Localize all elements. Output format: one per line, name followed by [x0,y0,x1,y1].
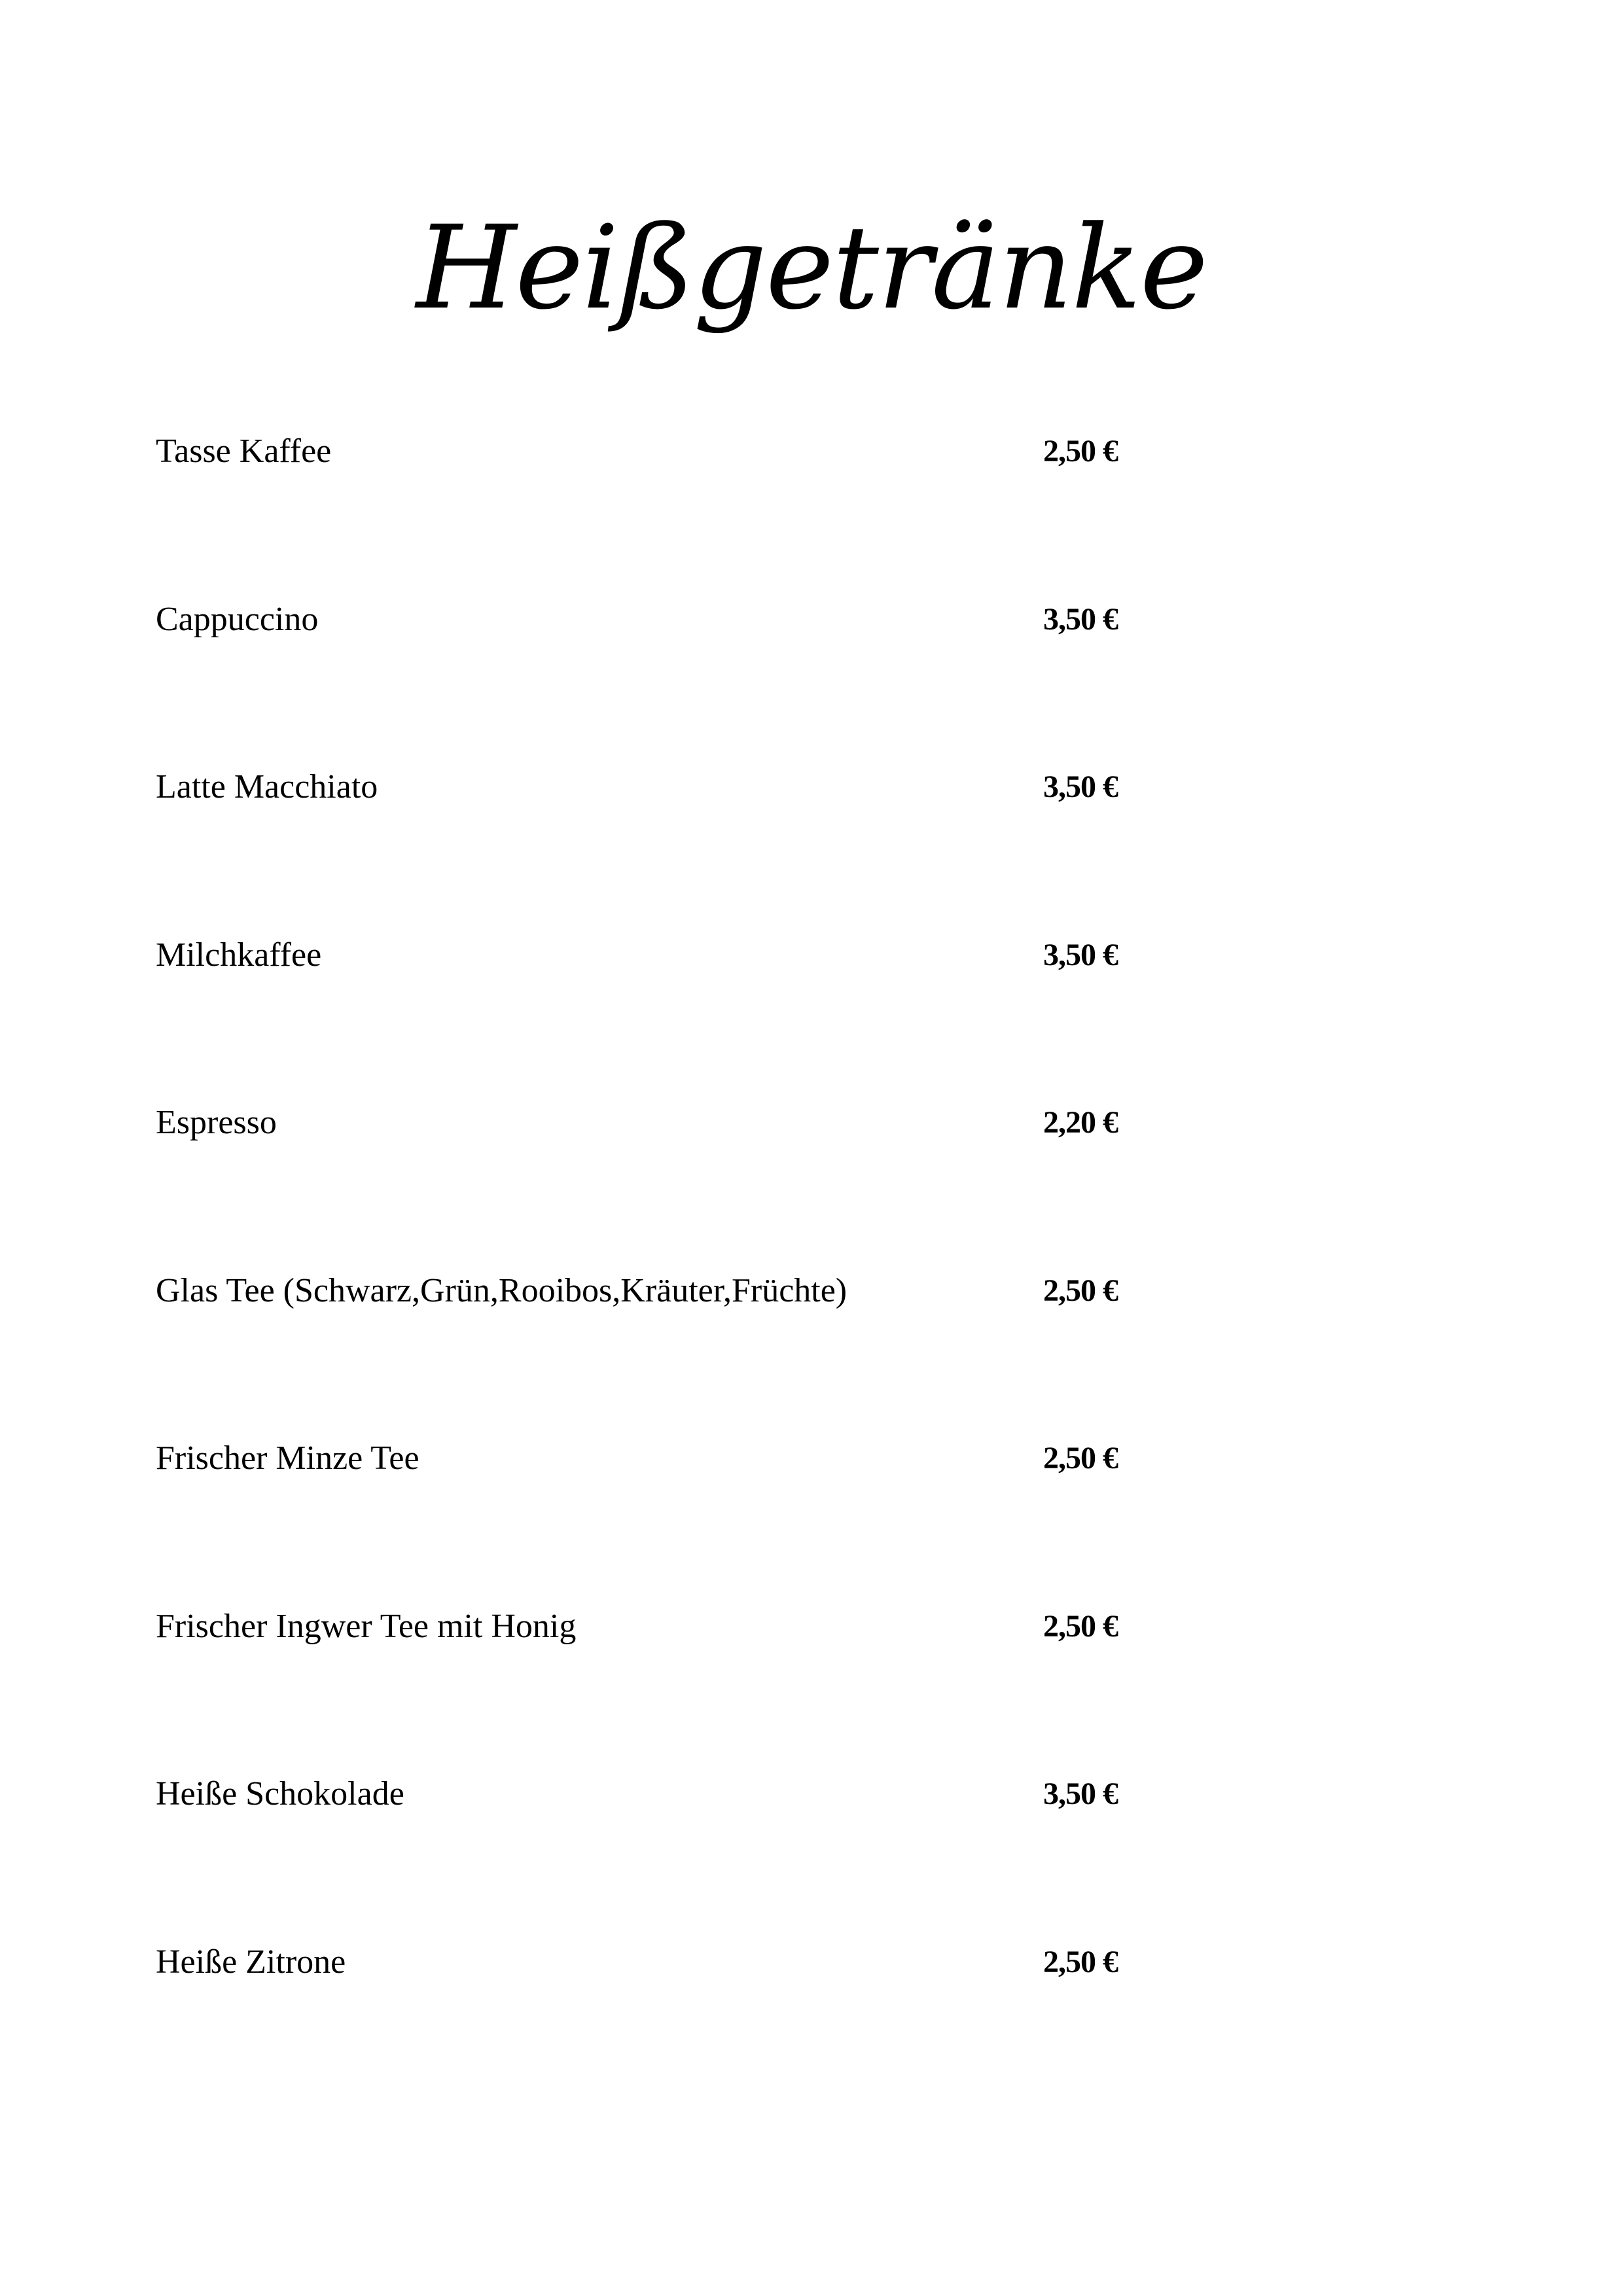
item-price: 2,50 € [1043,1608,1118,1644]
item-name: Frischer Ingwer Tee mit Honig [156,1607,577,1645]
menu-item [156,1930,1118,2098]
menu-item [156,923,1118,1091]
item-name: Milchkaffee [156,936,322,974]
item-name: Latte Macchiato [156,768,378,805]
item-price: 2,20 € [1043,1105,1118,1140]
menu-item [156,1090,1118,1258]
item-price: 2,50 € [1043,1441,1118,1475]
page-title: Heißgetränke [416,201,1207,335]
menu-item [156,587,1118,755]
menu-item [156,1426,1118,1594]
item-price: 2,50 € [1043,1273,1118,1308]
menu-item [156,1594,1118,1762]
item-price: 2,50 € [1043,1944,1118,1979]
menu-list [156,419,1118,2097]
item-name: Espresso [156,1104,277,1141]
item-price: 3,50 € [1043,937,1118,972]
menu-item [156,419,1118,587]
item-name: Frischer Minze Tee [156,1439,419,1477]
item-price: 3,50 € [1043,769,1118,804]
item-name: Cappuccino [156,600,319,638]
menu-item [156,1258,1118,1426]
item-price: 2,50 € [1043,434,1118,468]
item-price: 3,50 € [1043,1776,1118,1811]
item-price: 3,50 € [1043,601,1118,637]
item-name: Glas Tee (Schwarz,Grün,Rooibos,Kräuter,Früchte) [156,1271,847,1309]
menu-item [156,754,1118,923]
item-name: Heiße Schokolade [156,1775,404,1812]
item-name: Heiße Zitrone [156,1943,346,1981]
menu-item [156,1761,1118,1930]
item-name: Tasse Kaffee [156,433,332,470]
